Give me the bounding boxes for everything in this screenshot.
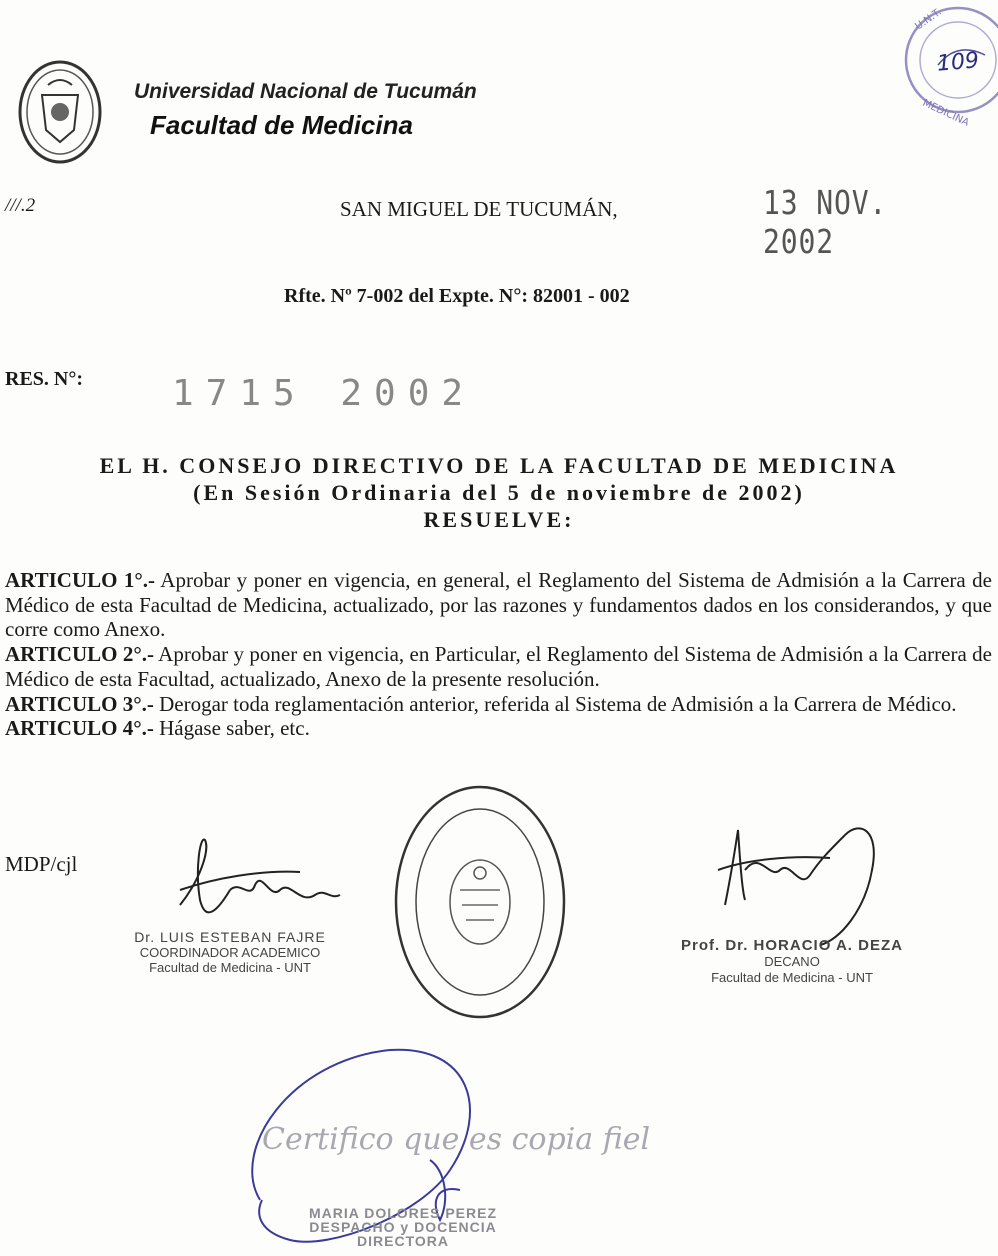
signatory-institution: Facultad de Medicina - UNT	[711, 970, 873, 985]
article-heading: ARTICULO 1°.-	[5, 568, 156, 592]
article-heading: ARTICULO 3°.-	[5, 691, 154, 716]
article-text: Aprobar y poner en vigencia, en general, el Reglamento del Sistema de Admisión a la Carrera de Médico de esta Facultad de Medicina, actualizado, por las razones y fundamentos dados en los considerandos, y que corre como Anexo.	[5, 568, 992, 642]
signatory-left	[100, 930, 360, 975]
certifier-name: MARIA DOLORES PEREZ	[308, 1205, 498, 1221]
university-name: Universidad Nacional de Tucumán	[134, 80, 477, 103]
resolution-title	[0, 452, 998, 533]
place: SAN MIGUEL DE TUCUMÁN,	[340, 197, 618, 221]
article-heading: ARTICULO 2°.-	[5, 642, 154, 667]
initials: MDP/cjl	[5, 852, 78, 876]
signatory-role: COORDINADOR ACADEMICO	[139, 945, 321, 960]
title-line-1: EL H. CONSEJO DIRECTIVO DE LA FACULTAD DE MEDICINA	[99, 453, 899, 478]
article-1	[5, 568, 992, 642]
signatory-institution: Facultad de Medicina - UNT	[149, 960, 311, 975]
university-logo	[20, 62, 100, 162]
article-text: Derogar toda reglamentación anterior, referida al Sistema de Admisión a la Carrera de Médico.	[153, 691, 957, 716]
signatory-right	[662, 938, 922, 986]
article-4	[5, 716, 992, 741]
signature-left	[180, 840, 340, 913]
article-heading: ARTICULO 4°.-	[5, 716, 154, 741]
article-2	[5, 642, 992, 691]
university-seal	[396, 787, 564, 1017]
article-text: Hágase saber, etc.	[153, 716, 310, 741]
signatory-name: Dr. LUIS ESTEBAN FAJRE	[134, 929, 326, 945]
signature-right	[718, 828, 874, 945]
resolution-label: RES. N°:	[5, 368, 84, 390]
certification-block	[278, 1206, 528, 1248]
signatory-role: DECANO	[764, 954, 820, 969]
title-line-3: RESUELVE:	[423, 507, 575, 532]
certifier-role: DESPACHO y DOCENCIA	[309, 1219, 497, 1235]
signatory-name: Prof. Dr. HORACIO A. DEZA	[681, 937, 903, 954]
article-3	[5, 692, 992, 717]
folio-number: 109	[935, 48, 981, 77]
articles	[5, 568, 992, 741]
article-text: Aprobar y poner en vigencia, en Particular, el Reglamento del Sistema de Admisión a la Carrera de Médico de esta Facultad, actualizado, Anexo de la presente resolución.	[5, 642, 992, 691]
resolution-number: 1715 2002	[172, 373, 476, 414]
title-line-2: (En Sesión Ordinaria del 5 de noviembre de 2002)	[193, 480, 805, 505]
faculty-name: Facultad de Medicina	[150, 110, 413, 140]
certification-text: Certifico que es copia fiel	[262, 1122, 651, 1157]
page-reference: ///.2	[5, 195, 36, 216]
svg-text:MEDICINA: MEDICINA	[920, 97, 971, 129]
svg-text:U.N.T.: U.N.T.	[913, 6, 944, 33]
date-stamp: 13 NOV. 2002	[763, 183, 888, 261]
reference-line: Rfte. Nº 7-002 del Expte. N°: 82001 - 002	[284, 285, 630, 307]
certifier-title: DIRECTORA	[357, 1233, 449, 1249]
